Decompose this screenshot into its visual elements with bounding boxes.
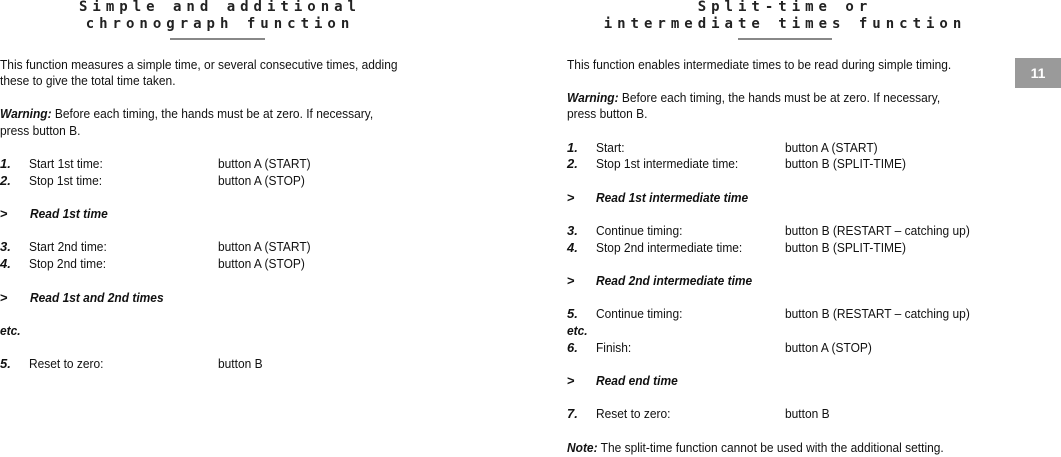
right-warning-text: Before each timing, the hands must be at zero. If necessary, [618,90,941,105]
left-step-label: Reset to zero: [29,356,104,371]
left-step-label: Stop 1st time: [29,173,103,188]
left-step-value: button A (START) [218,156,311,171]
right-step-num: 6. [567,340,578,355]
left-read-2nd: Read 1st and 2nd times [30,290,164,305]
right-step-num: 5. [567,306,578,321]
left-warning-label: Warning: [0,106,52,121]
left-warning-text: Before each timing, the hands must be at zero. If necessary, [51,106,374,121]
right-intro: This function enables intermediate times to be read during simple timing. [567,57,952,72]
left-step-label: Start 1st time: [29,156,103,171]
left-step-value: button B [218,356,263,371]
right-read-2nd: Read 2nd intermediate time [596,273,753,288]
left-step-num: 5. [0,356,11,371]
right-step-label: Finish: [596,340,632,355]
left-step-num: 3. [0,239,11,254]
right-step-value: button A (STOP) [785,340,872,355]
left-title: Simple and additional chronograph function [78,0,361,32]
left-step-num: 1. [0,156,11,171]
right-step-value: button B (SPLIT-TIME) [785,156,906,171]
right-read-end: Read end time [596,373,678,388]
left-step-num: 4. [0,256,11,271]
right-step-label: Continue timing: [596,223,683,238]
left-step-label: Stop 2nd time: [29,256,107,271]
left-intro-line1: This function measures a simple time, or several consecutive times, adding [0,57,398,72]
right-title-rule [738,38,832,40]
right-step-label: Stop 1st intermediate time: [596,156,739,171]
left-step-label: Start 2nd time: [29,239,107,254]
right-step-value: button B (RESTART – catching up) [785,306,970,321]
left-intro-line2: these to give the total time taken. [0,73,176,88]
right-step-num: 2. [567,156,578,171]
left-read-1st: Read 1st time [30,206,108,221]
right-read-arrow: > [567,373,575,388]
left-read-arrow: > [0,290,8,305]
right-step-value: button A (START) [785,140,878,155]
right-step-value: button B (SPLIT-TIME) [785,240,906,255]
right-step-label: Reset to zero: [596,406,671,421]
right-step-label: Continue timing: [596,306,683,321]
right-note [567,440,944,457]
right-step-label: Start: [596,140,625,155]
right-note-label: Note: [567,440,598,455]
right-read-arrow: > [567,190,575,205]
left-warning [0,106,373,123]
right-read-1st: Read 1st intermediate time [596,190,749,205]
right-step-num: 7. [567,406,578,421]
right-step-num: 4. [567,240,578,255]
right-step-num: 3. [567,223,578,238]
right-warning [567,90,940,107]
left-warning-line2: press button B. [0,123,81,138]
left-title-rule [170,38,265,40]
right-read-arrow: > [567,273,575,288]
left-step-value: button A (START) [218,239,311,254]
right-step-label: Stop 2nd intermediate time: [596,240,743,255]
right-etc: etc. [567,323,588,338]
page-number: 11 [1030,65,1046,81]
right-title: Split-time or intermediate times function [603,0,967,32]
left-etc: etc. [0,323,21,338]
right-step-num: 1. [567,140,578,155]
right-step-value: button B [785,406,830,421]
right-warning-line2: press button B. [567,106,648,121]
right-note-text: The split-time function cannot be used with the additional setting. [597,440,944,455]
page-number-tab [1015,58,1061,88]
left-step-value: button A (STOP) [218,256,305,271]
left-read-arrow: > [0,206,8,221]
left-step-value: button A (STOP) [218,173,305,188]
right-step-value: button B (RESTART – catching up) [785,223,970,238]
right-warning-label: Warning: [567,90,619,105]
left-step-num: 2. [0,173,11,188]
